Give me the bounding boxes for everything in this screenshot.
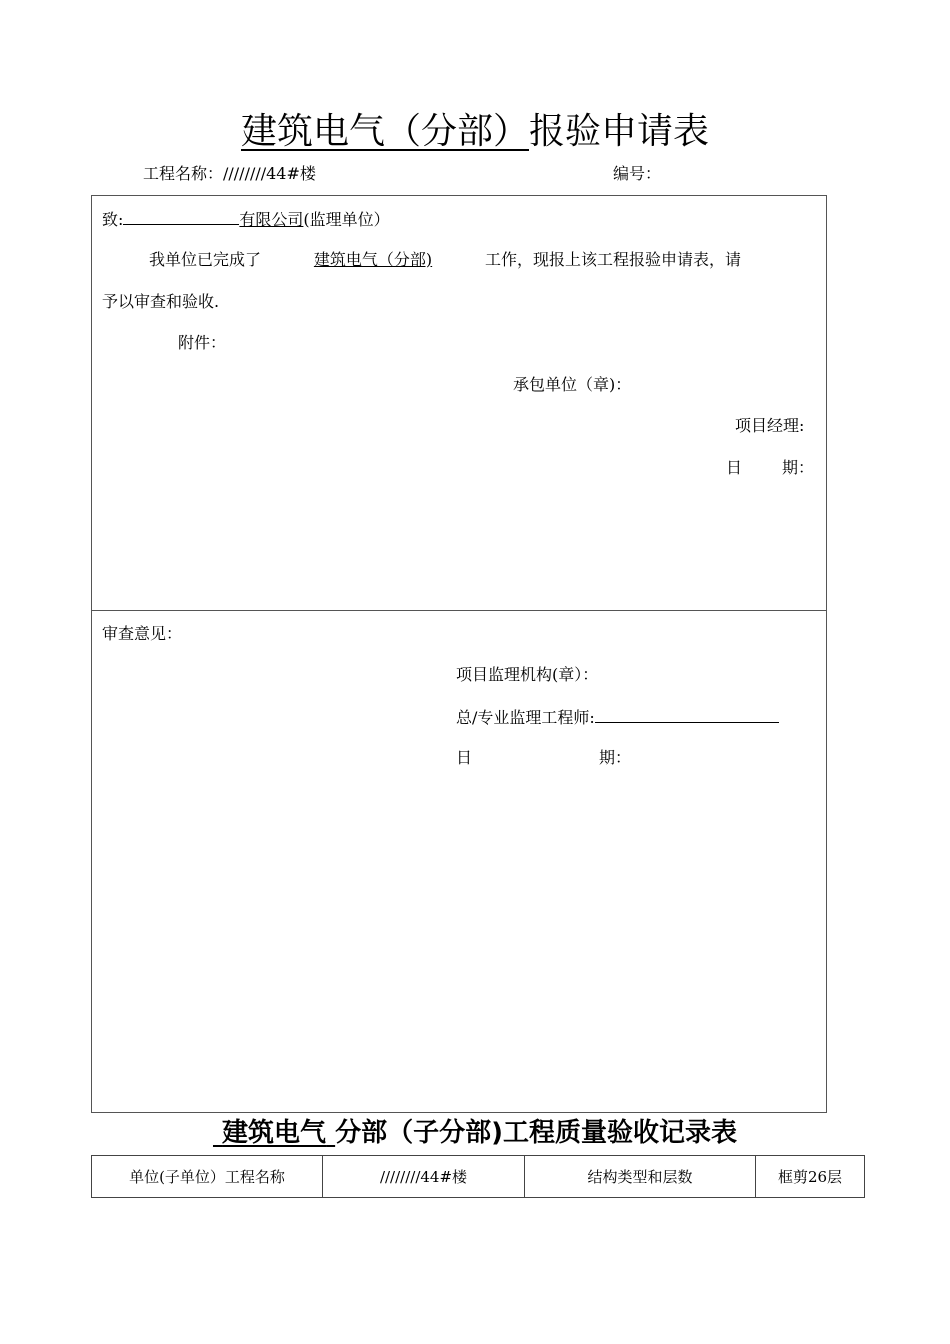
attachment-label: 附件： bbox=[178, 333, 227, 352]
application-section bbox=[91, 195, 827, 611]
contractor-label: 承包单位（章)： bbox=[513, 375, 632, 394]
date-label-a: 日 bbox=[726, 458, 743, 477]
engineer-signature-blank[interactable] bbox=[595, 706, 779, 723]
record-title bbox=[0, 1115, 950, 1151]
unit-name-value-cell[interactable]: ////////44#楼 bbox=[323, 1156, 525, 1198]
review-date-b: 期： bbox=[599, 748, 632, 767]
structure-type-label-cell: 结构类型和层数 bbox=[525, 1156, 756, 1198]
form-title bbox=[0, 108, 950, 156]
project-name-label: 工程名称：////////44#楼 bbox=[143, 164, 316, 183]
number-label: 编号： bbox=[613, 164, 662, 183]
form-title-rest: 报验申请表 bbox=[529, 111, 710, 152]
to-line bbox=[102, 208, 390, 231]
to-prefix: 致: bbox=[102, 210, 124, 229]
record-info-table bbox=[91, 1155, 865, 1198]
table-row bbox=[92, 1156, 865, 1198]
to-suffix: (监理单位） bbox=[303, 210, 390, 229]
record-title-underlined: 建筑电气 bbox=[222, 1118, 327, 1148]
engineer-label: 总/专业监理工程师: bbox=[456, 708, 595, 727]
review-request-line: 予以审查和验收. bbox=[102, 292, 220, 311]
work-line bbox=[149, 249, 741, 271]
work-name[interactable]: 建筑电气（分部) bbox=[313, 250, 433, 269]
review-section bbox=[91, 610, 827, 1113]
form-title-underlined: 建筑电气（分部） bbox=[240, 111, 529, 152]
review-opinion-label: 审查意见： bbox=[102, 624, 183, 643]
date-label-b: 期： bbox=[782, 458, 815, 477]
unit-name-label-cell: 单位(子单位）工程名称 bbox=[92, 1156, 323, 1198]
structure-type-value-cell[interactable]: 框剪26层 bbox=[756, 1156, 865, 1198]
supervision-org-label: 项目监理机构(章）： bbox=[456, 665, 599, 684]
to-company: 有限公司 bbox=[239, 210, 304, 229]
work-prefix: 我单位已完成了 bbox=[149, 250, 262, 269]
engineer-line bbox=[456, 706, 779, 729]
to-blank[interactable] bbox=[123, 208, 239, 225]
review-date-a: 日 bbox=[456, 748, 473, 767]
manager-label: 项目经理: bbox=[735, 416, 805, 435]
work-suffix: 工作，现报上该工程报验申请表，请 bbox=[485, 250, 742, 269]
record-title-rest: 分部（子分部)工程质量验收记录表 bbox=[335, 1118, 738, 1148]
